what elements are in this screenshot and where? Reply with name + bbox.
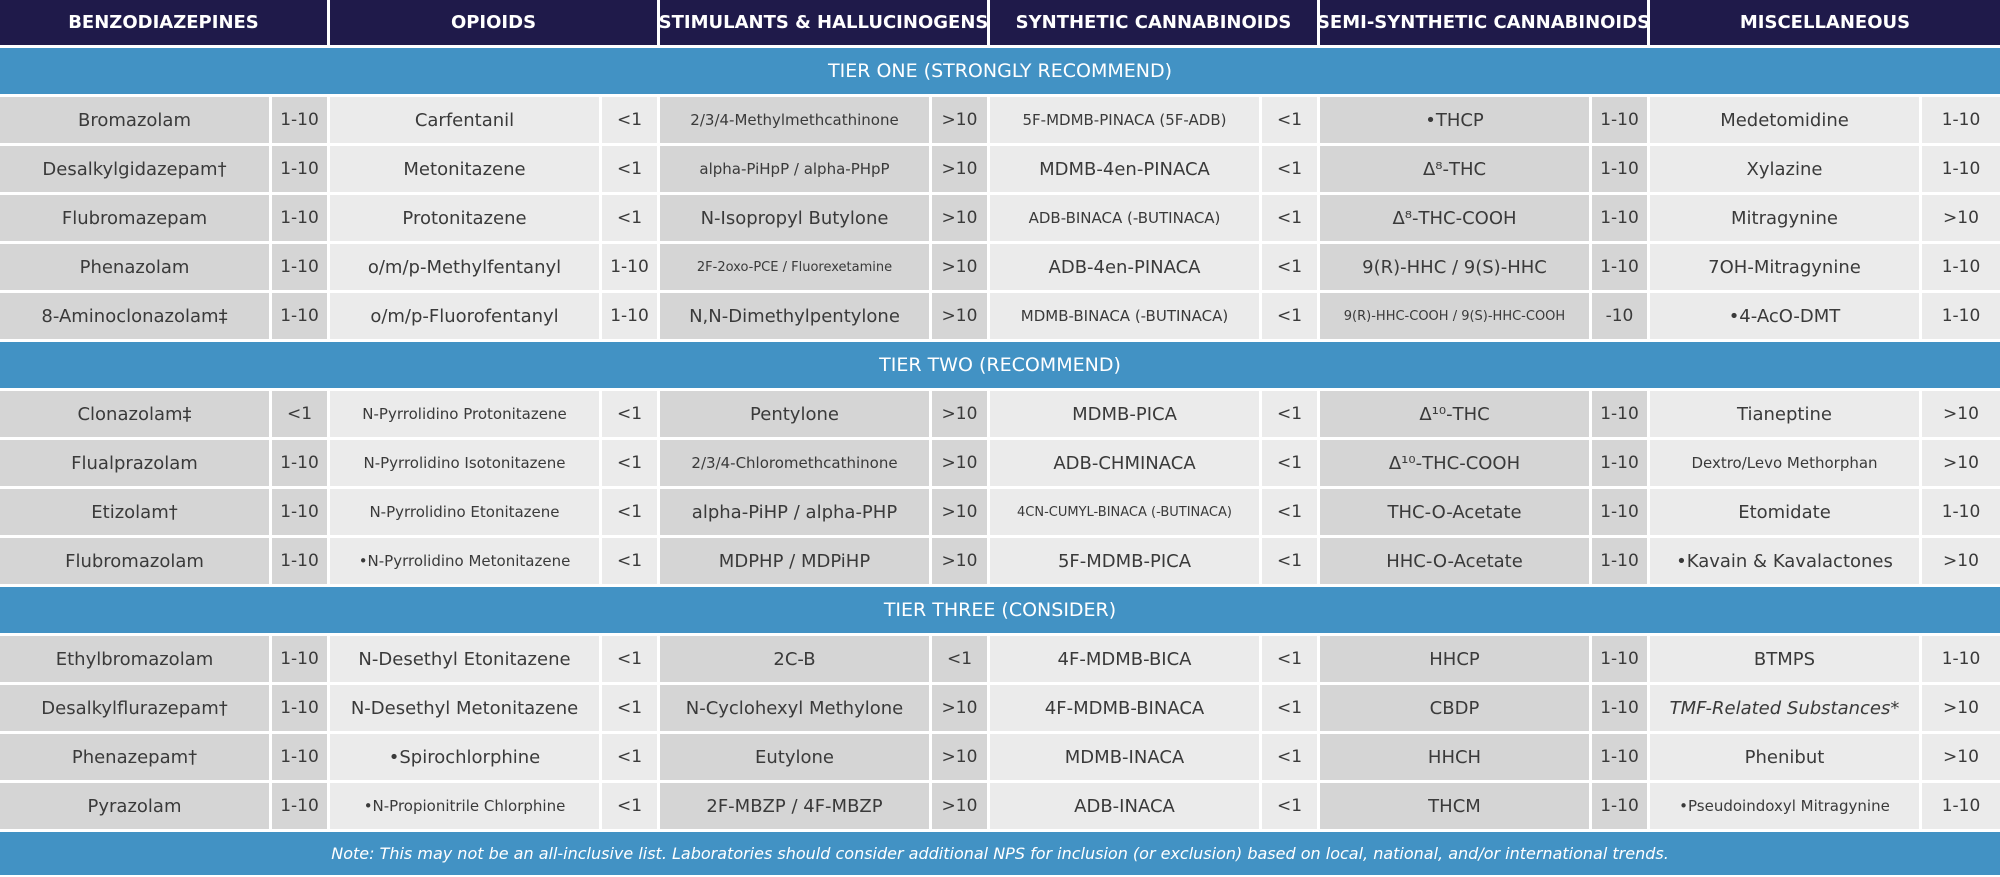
table-row [0,146,2000,192]
drug-name: N-Pyrrolidino Etonitazene [330,489,602,535]
drug-name: Etomidate [1650,489,1922,535]
drug-name: •Kavain & Kavalactones [1650,538,1922,584]
concentration-value: <1 [1262,195,1320,241]
drug-name: •4-AcO-DMT [1650,293,1922,339]
table-row [0,97,2000,143]
drug-name: N-Desethyl Metonitazene [330,685,602,731]
drug-name: Pyrazolam [0,783,272,829]
concentration-value: 1-10 [272,636,330,682]
drug-name: HHCH [1320,734,1592,780]
header-benzodiazepines: BENZODIAZEPINES [0,0,330,45]
concentration-value: -10 [1592,293,1650,339]
concentration-value: 1-10 [1592,734,1650,780]
table-row [0,783,2000,829]
drug-name: Phenazepam† [0,734,272,780]
concentration-value: <1 [602,391,660,437]
drug-name: Carfentanil [330,97,602,143]
concentration-value: 1-10 [1922,636,2000,682]
drug-name: N-Cyclohexyl Methylone [660,685,932,731]
drug-name: CBDP [1320,685,1592,731]
drug-name: N-Pyrrolidino Isotonitazene [330,440,602,486]
drug-name: Desalkylflurazepam† [0,685,272,731]
concentration-value: <1 [1262,636,1320,682]
concentration-value: <1 [1262,685,1320,731]
concentration-value: <1 [272,391,330,437]
concentration-value: <1 [602,685,660,731]
concentration-value: <1 [602,489,660,535]
drug-name: Mitragynine [1650,195,1922,241]
drug-name: N,N-Dimethylpentylone [660,293,932,339]
drug-name: Flubromazolam [0,538,272,584]
tier-three-band: TIER THREE (CONSIDER) [0,587,2000,633]
concentration-value: 1-10 [1592,146,1650,192]
header-stimulants-hallucinogens: STIMULANTS & HALLUCINOGENS [660,0,990,45]
drug-name: o/m/p-Fluorofentanyl [330,293,602,339]
concentration-value: >10 [932,538,990,584]
drug-name: 7OH-Mitragynine [1650,244,1922,290]
drug-name: N-Desethyl Etonitazene [330,636,602,682]
drug-name: 2/3/4-Methylmethcathinone [660,97,932,143]
concentration-value: >10 [932,783,990,829]
concentration-value: 1-10 [1592,391,1650,437]
drug-name: 2F-MBZP / 4F-MBZP [660,783,932,829]
drug-name: N-Isopropyl Butylone [660,195,932,241]
drug-name: Bromazolam [0,97,272,143]
drug-name: alpha-PiHpP / alpha-PHpP [660,146,932,192]
table-row [0,636,2000,682]
header-miscellaneous: MISCELLANEOUS [1739,12,1911,33]
drug-name: Flubromazepam [0,195,272,241]
concentration-value: <1 [602,636,660,682]
concentration-value: 1-10 [1592,636,1650,682]
drug-name: Δ¹⁰-THC [1320,391,1592,437]
drug-name: 2/3/4-Chloromethcathinone [660,440,932,486]
concentration-value: 1-10 [1592,244,1650,290]
concentration-value: >10 [932,244,990,290]
drug-name: •N-Propionitrile Chlorphine [330,783,602,829]
concentration-value: <1 [1262,244,1320,290]
concentration-value: <1 [602,195,660,241]
drug-name: alpha-PiHP / alpha-PHP [660,489,932,535]
drug-name: 4CN-CUMYL-BINACA (-BUTINACA) [990,489,1262,535]
concentration-value: 1-10 [602,293,660,339]
drug-name: Etizolam† [0,489,272,535]
concentration-value: 1-10 [1592,489,1650,535]
concentration-value: 1-10 [602,244,660,290]
table-row [0,538,2000,584]
concentration-value: >10 [1922,391,2000,437]
concentration-value: >10 [1922,685,2000,731]
concentration-value: 1-10 [1922,783,2000,829]
concentration-value: <1 [1262,391,1320,437]
drug-name: N-Pyrrolidino Protonitazene [330,391,602,437]
concentration-value: 1-10 [272,440,330,486]
concentration-value: <1 [1262,783,1320,829]
concentration-value: >10 [1922,538,2000,584]
drug-name: Metonitazene [330,146,602,192]
concentration-value: 1-10 [272,685,330,731]
tier-two-band: TIER TWO (RECOMMEND) [0,342,2000,388]
concentration-value: >10 [932,97,990,143]
concentration-value: 1-10 [1922,97,2000,143]
concentration-value: >10 [932,734,990,780]
table-row [0,440,2000,486]
concentration-value: 1-10 [1592,685,1650,731]
footnote: Note: This may not be an all-inclusive list. Laboratories should consider additional NPS for inclusion (or exclusion) based on local, national, and/or international trends. [0,832,2000,875]
concentration-value: <1 [1262,489,1320,535]
drug-name: Phenazolam [0,244,272,290]
concentration-value: 1-10 [1922,244,2000,290]
drug-name: ADB-CHMINACA [990,440,1262,486]
concentration-value: <1 [602,97,660,143]
drug-name: ADB-BINACA (-BUTINACA) [990,195,1262,241]
drug-name: MDMB-INACA [990,734,1262,780]
concentration-value: 1-10 [1922,293,2000,339]
drug-name: Pentylone [660,391,932,437]
concentration-value: >10 [1922,440,2000,486]
concentration-value: >10 [932,685,990,731]
drug-name: Medetomidine [1650,97,1922,143]
drug-name: o/m/p-Methylfentanyl [330,244,602,290]
drug-name: THC-O-Acetate [1320,489,1592,535]
table-row [0,195,2000,241]
drug-name: •THCP [1320,97,1592,143]
drug-name: 2C-B [660,636,932,682]
concentration-value: 1-10 [1922,146,2000,192]
drug-name: 5F-MDMB-PICA [990,538,1262,584]
concentration-value: >10 [932,489,990,535]
concentration-value: <1 [602,734,660,780]
concentration-value: <1 [1262,97,1320,143]
table-row [0,293,2000,339]
concentration-value: <1 [602,783,660,829]
table-row [0,734,2000,780]
drug-name: 8-Aminoclonazolam‡ [0,293,272,339]
concentration-value: >10 [1922,195,2000,241]
concentration-value: 1-10 [272,97,330,143]
drug-name: MDMB-4en-PINACA [990,146,1262,192]
drug-name: Ethylbromazolam [0,636,272,682]
table-row [0,244,2000,290]
drug-name: 9(R)-HHC / 9(S)-HHC [1320,244,1592,290]
concentration-value: 1-10 [1592,538,1650,584]
concentration-value: 1-10 [272,244,330,290]
concentration-value: >10 [1922,734,2000,780]
drug-name: Flualprazolam [0,440,272,486]
concentration-value: 1-10 [272,195,330,241]
table-row [0,391,2000,437]
concentration-value: 1-10 [272,538,330,584]
tier-one-band: TIER ONE (STRONGLY RECOMMEND) [0,48,2000,94]
concentration-value: 1-10 [1592,97,1650,143]
concentration-value: <1 [932,636,990,682]
drug-name: Desalkylgidazepam† [0,146,272,192]
concentration-value: <1 [1262,538,1320,584]
concentration-value: 1-10 [1592,440,1650,486]
drug-name: BTMPS [1650,636,1922,682]
concentration-value: >10 [932,293,990,339]
concentration-value: <1 [602,146,660,192]
drug-name: 9(R)-HHC-COOH / 9(S)-HHC-COOH [1320,293,1592,339]
drug-name: 4F-MDMB-BICA [990,636,1262,682]
table-row [0,489,2000,535]
drug-name: TMF-Related Substances* [1650,685,1922,731]
drug-name: Tianeptine [1650,391,1922,437]
concentration-value: >10 [932,440,990,486]
drug-name: MDMB-PICA [990,391,1262,437]
concentration-value: <1 [1262,146,1320,192]
drug-name: HHC-O-Acetate [1320,538,1592,584]
concentration-value: >10 [932,195,990,241]
drug-name: Clonazolam‡ [0,391,272,437]
drug-name: THCM [1320,783,1592,829]
drug-name: ADB-INACA [990,783,1262,829]
header-semi-synthetic-cannabinoids: SEMI-SYNTHETIC CANNABINOIDS [1320,0,1650,45]
drug-name: ADB-4en-PINACA [990,244,1262,290]
drug-name: Phenibut [1650,734,1922,780]
drug-name: 5F-MDMB-PINACA (5F-ADB) [990,97,1262,143]
concentration-value: 1-10 [272,146,330,192]
drug-name: Dextro/Levo Methorphan [1650,440,1922,486]
drug-name: •Pseudoindoxyl Mitragynine [1650,783,1922,829]
drug-name: HHCP [1320,636,1592,682]
concentration-value: 1-10 [1922,489,2000,535]
concentration-value: >10 [932,391,990,437]
concentration-value: >10 [932,146,990,192]
column-header-row [0,0,2000,45]
concentration-value: 1-10 [272,489,330,535]
concentration-value: <1 [1262,293,1320,339]
drug-name: •N-Pyrrolidino Metonitazene [330,538,602,584]
concentration-value: 1-10 [272,783,330,829]
concentration-value: 1-10 [272,734,330,780]
drug-name: Eutylone [660,734,932,780]
drug-name: MDPHP / MDPiHP [660,538,932,584]
drug-name: Δ¹⁰-THC-COOH [1320,440,1592,486]
drug-name: 4F-MDMB-BINACA [990,685,1262,731]
drug-name: •Spirochlorphine [330,734,602,780]
table-row [0,685,2000,731]
concentration-value: <1 [602,538,660,584]
drug-name: MDMB-BINACA (-BUTINACA) [990,293,1262,339]
drug-name: 2F-2oxo-PCE / Fluorexetamine [660,244,932,290]
header-opioids: OPIOIDS [330,0,660,45]
drug-name: Δ⁸-THC [1320,146,1592,192]
concentration-value: 1-10 [1592,783,1650,829]
drug-name: Protonitazene [330,195,602,241]
drug-name: Xylazine [1650,146,1922,192]
header-synthetic-cannabinoids: SYNTHETIC CANNABINOIDS [990,0,1320,45]
concentration-value: 1-10 [272,293,330,339]
concentration-value: <1 [1262,440,1320,486]
concentration-value: <1 [1262,734,1320,780]
concentration-value: 1-10 [1592,195,1650,241]
concentration-value: <1 [602,440,660,486]
drug-name: Δ⁸-THC-COOH [1320,195,1592,241]
